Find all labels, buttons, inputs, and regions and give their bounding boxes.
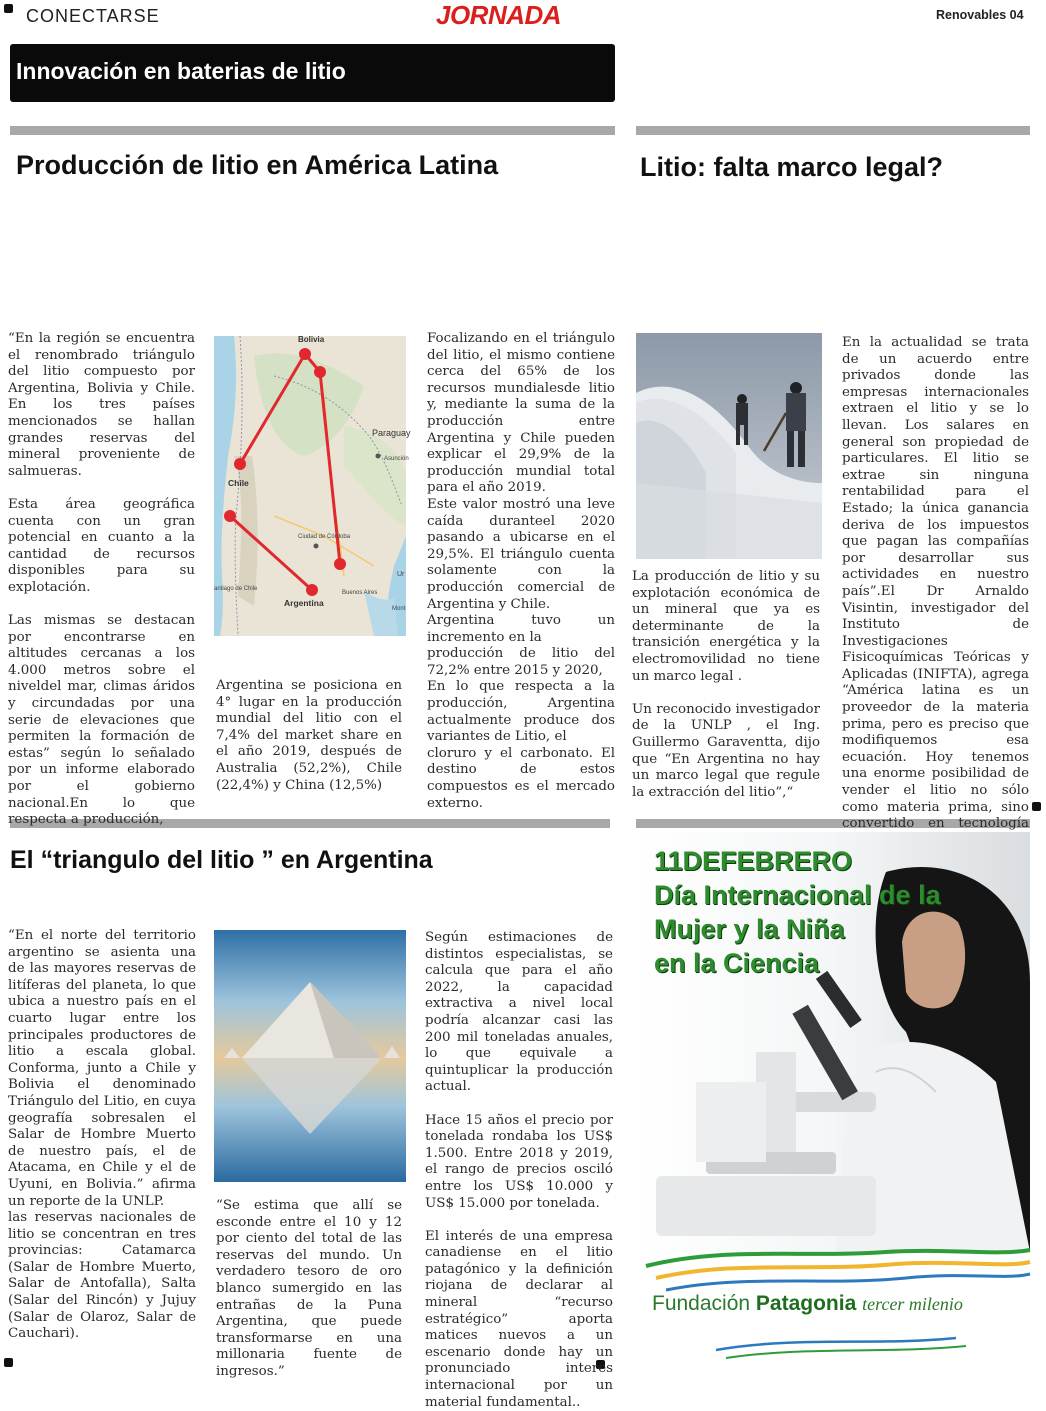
foundation-tagline: tercer milenio <box>862 1294 963 1314</box>
salt-pyramid-photo <box>214 930 406 1182</box>
article-column: “En el norte del territorio argentino se asienta una de las mayores reservas de litíferas del planeta, lo que ubica a nuestro país en el cuarto lugar entre los principales productores de litio a escala global. Conforma, junto a Chile y Bolivia el denominado Triángulo del Litio, en cuya geografía sobresalen el Salar de Hombre Muerto de nuestro país, el de Atacama, en Chile y el de Uyuni, en Bolivia.” afirma un reporte de la UNLP. las reservas nacionales de litio se concentran en tres provincias: Catamarca (Salar de Hombre Muerto, Salar de Antofalla), Salta (Salar del Rincón) y Jujuy (Salar de Olaroz, Salar de Cauchari). <box>8 928 196 1342</box>
map-marker <box>299 348 311 360</box>
article-column: “Se estima que allí se esconde entre el 10 y 12 por ciento del total de las reservas del mundo. Un verdadero tesoro de oro blanco sumergido en las entrañas de la Puna Argentina, que puede transformarse en una millonaria fuente de ingresos.” <box>216 1198 402 1379</box>
brand-conectarse <box>26 6 160 27</box>
map-graphic <box>214 335 411 636</box>
section-banner <box>10 44 615 102</box>
article-column: “En la región se encuentra el renombrado triángulo del litio compuesto por Argentina, Bolivia y Chile. En los tres países mencionados se hallan grandes reservas del mineral proveniente de salmueras. Esta área geográfica cuenta con un gran potencial en cuanto a la cantidad de recursos disponibles para su explotación. Las mismas se destacan por encontrarse en altitudes cercanas a los 4.000 metros sobre el niveldel mar, climas áridos y circundadas por una serie de elevaciones que permiten la formación de estas” según lo señalado por un informe elaborado por el gobierno nacional.En lo que respecta a producción, <box>8 331 195 828</box>
article-headline: Litio: falta marco legal? <box>640 152 944 182</box>
corner-mark <box>4 4 13 13</box>
foundation-highlight: Patagonia <box>755 1292 857 1315</box>
banner-title: Innovación en baterias de litio <box>16 58 346 84</box>
divider-rule <box>10 126 615 135</box>
map-label-uruguay: Ur <box>397 571 405 578</box>
map-label-cordoba: Ciudad de Córdoba <box>298 534 351 540</box>
map-marker <box>334 558 346 570</box>
corner-mark <box>4 1358 13 1367</box>
map-label-asuncion: Asunción <box>384 456 409 462</box>
map-marker <box>234 458 246 470</box>
map-label-santiago: antiago de Chile <box>214 586 258 592</box>
map-label-argentina: Argentina <box>284 598 324 608</box>
ad-headline-line: en la Ciencia <box>654 948 820 978</box>
science-day-ad <box>636 832 1030 1368</box>
ad-headline-line: Día Internacional de la <box>654 880 941 910</box>
article-headline: El “triangulo del litio ” en Argentina <box>10 846 433 874</box>
map-marker <box>224 510 236 522</box>
photo-graphic <box>636 333 822 559</box>
article-column: Focalizando en el triángulo del litio, el mismo contiene cerca del 65% de los recursos mundialesde litio y, mediante la suma de la producción entre Argentina y Chile pueden explicar el 29,9% de la producción mundial total para el año 2019. Este valor mostró una leve caída duranteel 2020 pasando a ubicarse en el 29,5%. El triángulo cuenta solamente con la producción comercial de Argentina y Chile. Argentina tuvo un incremento en la producción de litio del 72,2% entre 2015 y 2020, En lo que respecta a la producción, Argentina actualmente produce dos variantes de Litio, el cloruro y el carbonato. El destino de estos compuestos es el mercado externo. <box>427 331 615 811</box>
brand-conectarse-text: CONECTARSE <box>26 6 160 26</box>
foundation-logo-text <box>652 1292 963 1316</box>
brand-jornada-text: JORNADA <box>436 0 562 30</box>
map-label-paraguay: Paraguay <box>372 428 411 438</box>
article-column: Argentina se posiciona en 4° lugar en la producción mundial del litio con el 7,4% del market share en el año 2019, después de Australia (52,2%), Chile (22,4%) y China (12,5%) <box>216 678 402 793</box>
article-column: La producción de litio y su explotación económica de un mineral que ya es determinante de la transición energética y la electromovilidad no tiene un marco legal . Un reconocido investigador de la UNLP , el Ing. Guillermo Garaventta, dijo que “En Argentina no hay un marco legal que regule la extracción del litio”,“ <box>632 569 820 800</box>
map-label-montevideo: Mont <box>392 606 406 612</box>
article-headline: Producción de litio en América Latina <box>16 150 499 180</box>
section-label: Renovables 04 <box>936 8 1024 22</box>
foundation-name: Fundación <box>652 1292 751 1315</box>
corner-mark <box>1032 802 1041 811</box>
map-label-bolivia: Bolivia <box>298 335 325 344</box>
salt-flat-workers-photo <box>636 333 822 559</box>
map-marker <box>306 584 318 596</box>
map-marker <box>314 366 326 378</box>
article-column: Según estimaciones de distintos especialistas, se calcula que para el año 2022, la capacidad extractiva a nivel local podría alcanzar casi las 200 mil toneladas anuales, lo que equivale a quintuplicar la producción actual. Hace 15 años el precio por tonelada rondaba los US$ 1.500. Entre 2018 y 2019, el rango de precios osciló entre los US$ 10.000 y US$ 15.000 por tonelada. El interés de una empresa canadiense en el litio patagónico y la definición riojana de declarar al mineral “recurso estratégico” aporta matices nuevos a un escenario donde hay un pronunciado interes internacional por un material fundamental.. <box>425 930 613 1410</box>
divider-rule <box>636 126 1030 135</box>
article-column: En la actualidad se trata de un acuerdo entre privados donde las empresas internacionales extraen el litio y se lo llevan. Los salares en general son propiedad de particulares. El litio se extrae sin ninguna rentabilidad para el Estado; la única ganancia deriva de los impuestos que pagan las compañías por desarrollar sus actividades en nuestro país”.El Dr Arnaldo Visintin, investigador del Instituto de Investigaciones Fisicoquímicas Teóricas y Aplicadas (INIFTA), agrega “América latina es un proveedor de la materia prima, pero es preciso que modifiquemos esa ecuación. Hoy tenemos una enorme posibilidad de vender el litio no sólo como materia prima, sino convertido en tecnología <box>842 335 1029 832</box>
ad-date-line: 11DEFEBRERO <box>654 846 853 876</box>
map-label-buenos-aires: Buenos Aires <box>342 590 378 596</box>
ad-headline-line: Mujer y la Niña <box>654 914 845 944</box>
photo-graphic <box>214 930 406 1182</box>
map-label-chile: Chile <box>228 478 249 488</box>
lithium-triangle-map <box>214 335 411 636</box>
ad-graphic <box>636 832 1030 1368</box>
brand-jornada <box>436 0 561 31</box>
